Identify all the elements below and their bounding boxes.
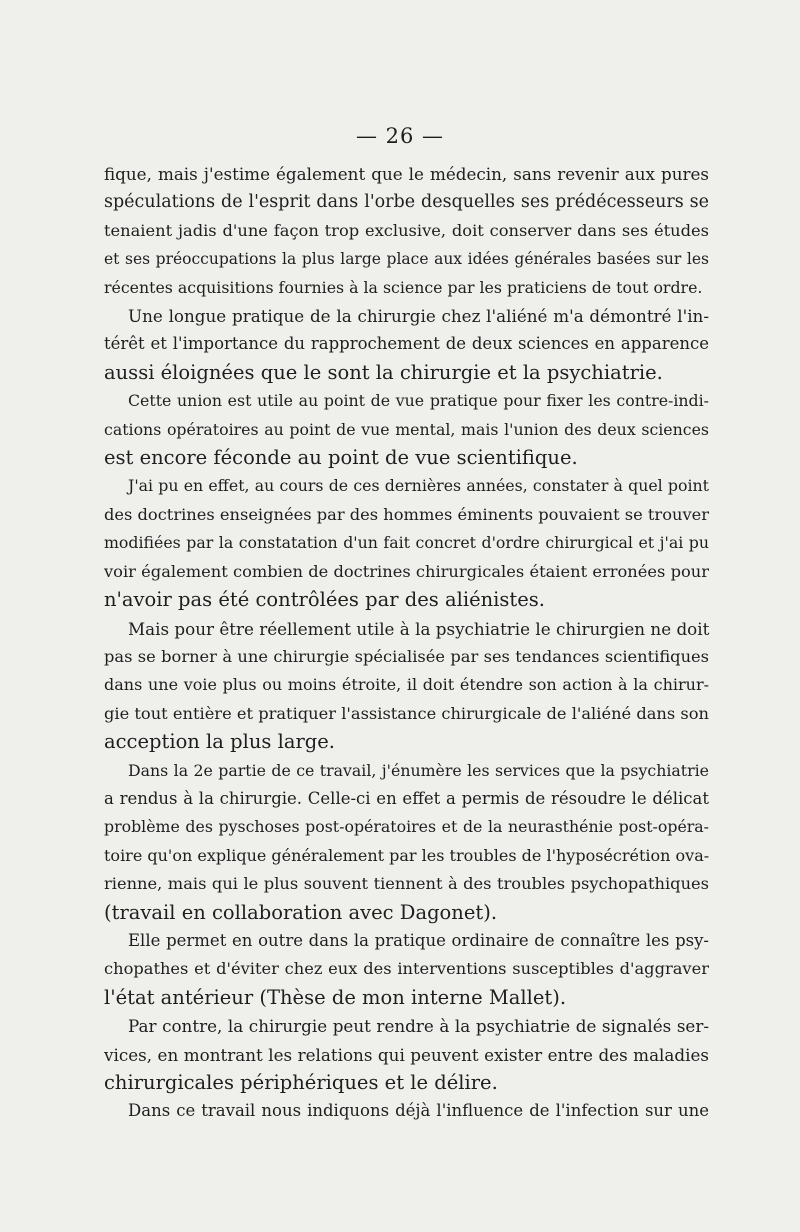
text-line: acception la plus large.	[104, 730, 336, 754]
text-line: Une longue pratique de la chirurgie chez l'aliéné m'a démontré l'in-	[128, 306, 709, 327]
text-line: J'ai pu en effet, au cours de ces dernières années, constater à quel point	[128, 476, 709, 496]
text-line: des doctrines enseignées par des hommes éminents pouvaient se trouver	[104, 504, 710, 524]
text-line: est encore féconde au point de vue scientifique.	[104, 446, 578, 470]
text-line: n'avoir pas été contrôlées par des aliénistes.	[104, 588, 546, 612]
text-line: Cette union est utile au point de vue pratique pour fixer les contre-indi-	[128, 391, 709, 411]
body-text	[104, 160, 709, 1126]
text-line: et ses préoccupations la plus large place aux idées générales basées sur les	[104, 250, 709, 269]
text-line: chopathes et d'éviter chez eux des interventions susceptibles d'aggraver	[104, 959, 709, 979]
text-line: cations opératoires au point de vue mental, mais l'union des deux sciences	[104, 419, 709, 439]
text-line: tenaient jadis d'une façon trop exclusive, doit conserver dans ses études	[104, 220, 709, 240]
text-line: Par contre, la chirurgie peut rendre à la psychiatrie de signalés ser-	[128, 1016, 709, 1037]
text-line: vices, en montrant les relations qui peuvent exister entre des maladies	[104, 1044, 709, 1065]
text-line: pas se borner à une chirurgie spécialisée par ses tendances scientifiques	[104, 646, 709, 666]
text-line: voir également combien de doctrines chirurgicales étaient erronées pour	[104, 561, 709, 581]
text-line: térêt et l'importance du rapprochement de deux sciences en apparence	[104, 334, 709, 354]
text-line: Mais pour être réellement utile à la psychiatrie le chirurgien ne doit	[128, 618, 710, 639]
text-line: a rendus à la chirurgie. Celle-ci en effet a permis de résoudre le délicat	[104, 788, 709, 808]
text-line: Elle permet en outre dans la pratique ordinaire de connaître les psy-	[128, 930, 709, 950]
text-line: (travail en collaboration avec Dagonet).	[104, 900, 498, 924]
text-line: dans une voie plus ou moins étroite, il doit étendre son action à la chirur-	[104, 675, 709, 695]
text-line: l'état antérieur (Thèse de mon interne Mallet).	[104, 985, 567, 1009]
text-line: chirurgicales périphériques et le délire.	[104, 1071, 498, 1094]
page-number: — 26 —	[355, 124, 445, 148]
text-line: rienne, mais qui le plus souvent tiennent à des troubles psychopathiques	[104, 874, 709, 894]
text-line: Dans ce travail nous indiquons déjà l'influence de l'infection sur une	[128, 1101, 709, 1121]
text-line: gie tout entière et pratiquer l'assistance chirurgicale de l'aliéné dans son	[104, 703, 709, 723]
text-line: problème des pyschoses post-opératoires et de la neurasthénie post-opéra-	[104, 817, 709, 837]
text-line: toire qu'on explique généralement par les troubles de l'hyposécrétion ova-	[104, 845, 710, 865]
text-line: aussi éloignées que le sont la chirurgie et la psychiatrie.	[104, 360, 663, 384]
text-line: récentes acquisitions fournies à la science par les praticiens de tout ordre.	[104, 277, 703, 297]
text-line: fique, mais j'estime également que le médecin, sans revenir aux pures	[104, 164, 709, 184]
text-line: spéculations de l'esprit dans l'orbe desquelles ses prédécesseurs se	[104, 192, 709, 213]
text-line: Dans la 2e partie de ce travail, j'énumère les services que la psychiatrie	[128, 760, 709, 780]
text-line: modifiées par la constatation d'un fait concret d'ordre chirurgical et j'ai pu	[104, 533, 709, 553]
